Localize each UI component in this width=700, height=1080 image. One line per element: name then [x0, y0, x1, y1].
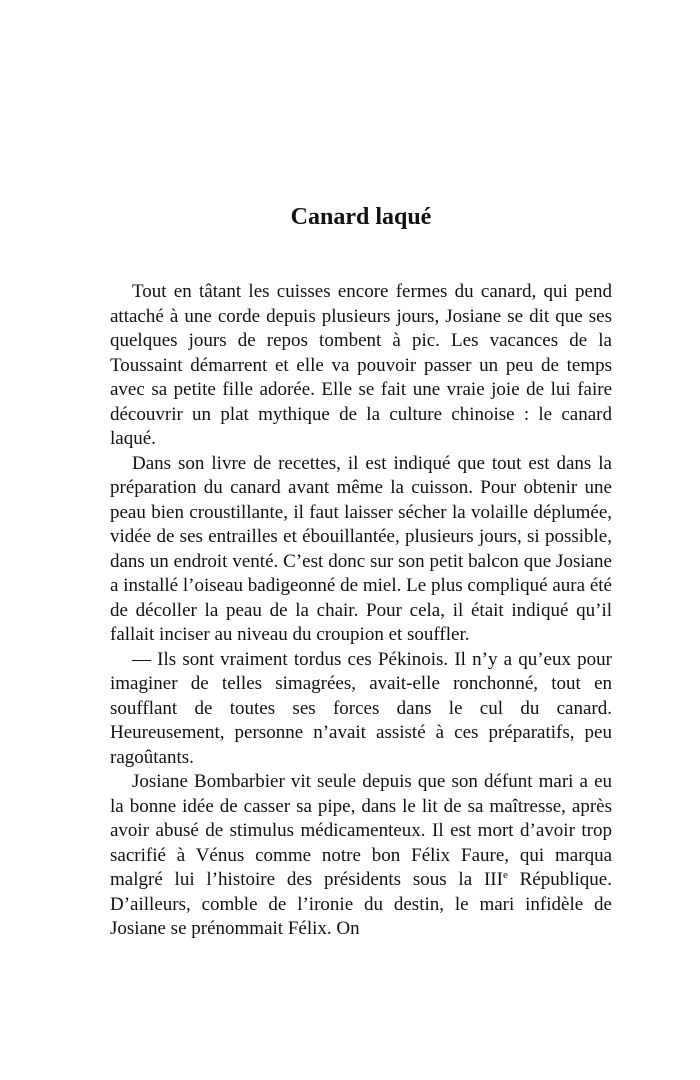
paragraph: — Ils sont vraiment tordus ces Pékinois. Il n’y a qu’eux pour imaginer de telles simagrées, avait-elle ronchonné, tout en soufflant de toutes ses forces dans le cul du canard. Heureusement, personne n’avait assisté à ces préparatifs, peu ragoûtants. [110, 648, 612, 768]
chapter-title: Canard laqué [290, 204, 432, 230]
paragraph-text: République. D’ailleurs, comble de l’ironie du destin, le mari infidèle de Josiane se prénommait Félix. On [110, 869, 612, 939]
book-page [110, 0, 612, 1080]
paragraph: Tout en tâtant les cuisses encore fermes du canard, qui pend attaché à une corde depuis plusieurs jours, Josiane se dit que ses quelques jours de repos tombent à pic. Les vacances de la Toussaint démarrent et elle va pouvoir passer un peu de temps avec sa petite fille adorée. Elle se fait une vraie joie de lui faire découvrir un plat mythique de la culture chinoise : le canard laqué. [110, 281, 612, 449]
paragraph [110, 770, 612, 942]
paragraph: Dans son livre de recettes, il est indiqué que tout est dans la préparation du canard avant même la cuisson. Pour obtenir une peau bien croustillante, il faut laisser sécher la volaille déplumée, vidée de ses entrailles et ébouillantée, plusieurs jours, si possible, dans un endroit venté. C’est donc sur son petit balcon que Josiane a installé l’oiseau badigeonné de miel. Le plus compliqué aura été de décoller la peau de la chair. Pour cela, il était indiqué qu’il fallait inciser au niveau du croupion et souffler. [110, 452, 612, 645]
chapter-body [110, 280, 612, 942]
paragraph-text: Josiane Bombarbier vit seule depuis que son défunt mari a eu la bonne idée de casser sa pipe, dans le lit de sa maîtresse, après avoir abusé de stimulus médicamenteux. Il est mort d’avoir trop sacrifié à Vénus comme notre bon Félix Faure, qui marqua malgré lui l’histoire des présidents sous la III [110, 771, 612, 890]
superscript: e [502, 869, 508, 881]
